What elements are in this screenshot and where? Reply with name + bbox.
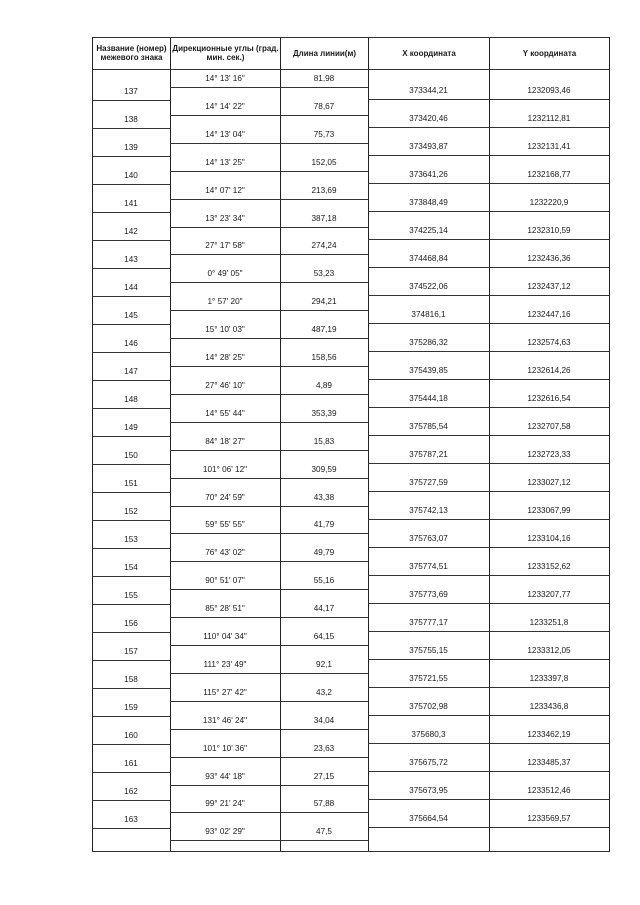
x-coordinate-cell: 375785,54: [409, 422, 448, 431]
row-rule: [92, 632, 170, 633]
line-length-cell: 387,18: [311, 213, 337, 223]
point-name-cell: 142: [124, 227, 138, 236]
row-rule: [92, 296, 170, 297]
y-coordinate-cell: 1232614,26: [527, 366, 571, 375]
row-rule: [170, 422, 368, 423]
row-rule: [170, 561, 368, 562]
row-rule: [368, 379, 609, 380]
line-length-cell: 43,2: [316, 687, 332, 697]
point-name-cell: 137: [124, 87, 138, 96]
point-name-cell: 153: [124, 535, 138, 544]
line-length-cell: 81,98: [313, 74, 335, 83]
point-name-cell: 156: [124, 619, 138, 628]
direction-angle-cell: 14° 13' 25": [205, 157, 245, 167]
x-coordinate-cell: 375777,17: [409, 618, 448, 627]
x-coordinate-cell: 375763,07: [409, 534, 448, 543]
row-rule: [92, 240, 170, 241]
direction-angle-cell: 27° 17' 58": [205, 241, 245, 251]
direction-angle-cell: 93° 44' 18": [205, 771, 245, 781]
point-name-cell: 148: [124, 395, 138, 404]
row-rule: [170, 589, 368, 590]
point-name-cell: 141: [124, 199, 138, 208]
x-coordinate-cell: 374225,14: [409, 226, 448, 235]
row-rule: [368, 323, 609, 324]
row-rule: [368, 743, 609, 744]
point-name-cell: 154: [124, 563, 138, 572]
point-name-cell: 155: [124, 591, 138, 600]
row-rule: [92, 156, 170, 157]
row-rule: [92, 576, 170, 577]
line-length-cell: 44,17: [313, 604, 335, 614]
row-rule: [92, 464, 170, 465]
x-coordinate-cell: 375680,3: [411, 730, 446, 739]
direction-angle-cell: 14° 28' 25": [205, 353, 245, 362]
direction-angle-cell: 85° 28' 51": [205, 604, 245, 614]
direction-angle-cell: 84° 18' 27": [205, 436, 245, 446]
x-coordinate-cell: 373493,87: [409, 142, 448, 151]
row-rule: [170, 840, 368, 841]
header-line-length: Длина линии(м): [292, 48, 357, 58]
table-border-bottom: [92, 851, 609, 852]
line-length-cell: 92,1: [316, 659, 332, 669]
point-name-cell: 147: [124, 367, 138, 376]
row-rule: [368, 407, 609, 408]
line-length-cell: 53,23: [313, 269, 335, 279]
row-rule: [92, 128, 170, 129]
y-coordinate-cell: 1232093,46: [527, 86, 571, 95]
x-coordinate-cell: 375439,85: [409, 366, 448, 375]
x-coordinate-cell: 375787,21: [409, 450, 448, 459]
row-rule: [170, 310, 368, 311]
y-coordinate-cell: 1233067,99: [527, 506, 571, 515]
y-coordinate-cell: 1233512,46: [527, 786, 571, 795]
row-rule: [92, 408, 170, 409]
row-rule: [92, 716, 170, 717]
row-rule: [170, 394, 368, 395]
row-rule: [368, 351, 609, 352]
point-name-cell: 160: [124, 731, 138, 740]
x-coordinate-cell: 375774,51: [409, 562, 448, 571]
point-name-cell: 144: [124, 283, 138, 292]
x-coordinate-cell: 375664,54: [409, 814, 448, 823]
point-name-cell: 145: [124, 311, 138, 320]
direction-angle-cell: 27° 46' 10": [205, 380, 245, 390]
x-coordinate-cell: 373848,49: [409, 198, 448, 207]
direction-angle-cell: 14° 07' 12": [205, 185, 245, 195]
direction-angle-cell: 59° 55' 55": [205, 520, 245, 530]
y-coordinate-cell: 1233104,16: [527, 534, 571, 543]
row-rule: [170, 673, 368, 674]
y-coordinate-cell: 1232168,77: [527, 170, 571, 179]
point-name-cell: 162: [124, 787, 138, 796]
row-rule: [170, 533, 368, 534]
header-x-coordinate: X координата: [402, 48, 456, 58]
row-rule: [170, 338, 368, 339]
row-rule: [368, 183, 609, 184]
row-rule: [368, 519, 609, 520]
row-rule: [170, 143, 368, 144]
line-length-cell: 158,56: [311, 353, 337, 362]
row-rule: [92, 548, 170, 549]
row-rule: [368, 827, 609, 828]
direction-angle-cell: 13° 23' 34": [205, 213, 245, 223]
row-rule: [92, 212, 170, 213]
y-coordinate-cell: 1233312,05: [527, 646, 571, 655]
line-length-cell: 47,5: [316, 827, 332, 837]
direction-angle-cell: 90° 51' 07": [205, 576, 245, 586]
x-coordinate-cell: 373344,21: [409, 86, 448, 95]
direction-angle-cell: 14° 13' 16": [205, 74, 245, 83]
line-length-cell: 78,67: [313, 101, 335, 111]
line-length-cell: 75,73: [313, 129, 335, 139]
row-rule: [170, 506, 368, 507]
row-rule: [368, 491, 609, 492]
line-length-cell: 294,21: [311, 297, 337, 307]
row-rule: [92, 324, 170, 325]
y-coordinate-cell: 1233462,19: [527, 730, 571, 739]
row-rule: [170, 227, 368, 228]
direction-angle-cell: 101° 06' 12": [202, 464, 248, 474]
row-rule: [368, 603, 609, 604]
direction-angle-cell: 99° 21' 24": [205, 799, 245, 809]
row-rule: [368, 239, 609, 240]
y-coordinate-cell: 1232112,81: [527, 114, 571, 123]
row-rule: [368, 267, 609, 268]
point-name-cell: 151: [124, 479, 138, 488]
y-coordinate-cell: 1233251,8: [529, 618, 569, 627]
x-coordinate-cell: 375444,18: [409, 394, 448, 403]
row-rule: [368, 295, 609, 296]
row-rule: [170, 617, 368, 618]
line-length-cell: 309,59: [311, 464, 337, 474]
y-coordinate-cell: 1233152,62: [527, 562, 571, 571]
header-rule: [92, 69, 609, 70]
row-rule: [368, 547, 609, 548]
row-rule: [92, 436, 170, 437]
header-point-name: Название (номер) межевого знака: [96, 44, 167, 62]
direction-angle-cell: 14° 55' 44": [205, 408, 245, 418]
point-name-cell: 149: [124, 423, 138, 432]
row-rule: [92, 380, 170, 381]
row-rule: [170, 282, 368, 283]
row-rule: [368, 715, 609, 716]
line-length-cell: 15,83: [313, 436, 335, 446]
line-length-cell: 43,38: [313, 492, 335, 502]
point-name-cell: 158: [124, 675, 138, 684]
y-coordinate-cell: 1233397,8: [529, 674, 569, 683]
line-length-cell: 152,05: [311, 157, 337, 167]
row-rule: [170, 757, 368, 758]
point-name-cell: 139: [124, 143, 138, 152]
x-coordinate-cell: 375742,13: [409, 506, 448, 515]
direction-angle-cell: 15° 10' 03": [205, 325, 245, 335]
point-name-cell: 143: [124, 255, 138, 264]
x-coordinate-cell: 374522,06: [409, 282, 448, 291]
y-coordinate-cell: 1233027,12: [527, 478, 571, 487]
row-rule: [170, 645, 368, 646]
row-rule: [368, 687, 609, 688]
row-rule: [368, 631, 609, 632]
row-rule: [368, 435, 609, 436]
row-rule: [92, 660, 170, 661]
x-coordinate-cell: 373420,46: [409, 114, 448, 123]
line-length-cell: 213,69: [311, 185, 337, 195]
row-rule: [368, 771, 609, 772]
y-coordinate-cell: 1233569,57: [527, 814, 571, 823]
line-length-cell: 4,89: [316, 380, 332, 390]
row-rule: [368, 127, 609, 128]
line-length-cell: 487,19: [311, 325, 337, 335]
row-rule: [92, 744, 170, 745]
line-length-cell: 55,16: [313, 576, 335, 586]
y-coordinate-cell: 1232574,63: [527, 338, 571, 347]
row-rule: [170, 478, 368, 479]
line-length-cell: 27,15: [313, 771, 335, 781]
point-name-cell: 161: [124, 759, 138, 768]
point-name-cell: 152: [124, 507, 138, 516]
y-coordinate-cell: 1232220,9: [529, 198, 569, 207]
line-length-cell: 49,79: [313, 548, 335, 558]
line-length-cell: 34,04: [313, 715, 335, 725]
row-rule: [368, 799, 609, 800]
y-coordinate-cell: 1232447,16: [527, 310, 571, 319]
x-coordinate-cell: 375673,95: [409, 786, 448, 795]
y-coordinate-cell: 1232616,54: [527, 394, 571, 403]
y-coordinate-cell: 1232436,36: [527, 254, 571, 263]
table-border-right: [609, 37, 610, 852]
row-rule: [170, 729, 368, 730]
point-name-cell: 150: [124, 451, 138, 460]
x-coordinate-cell: 375773,69: [409, 590, 448, 599]
row-rule: [368, 99, 609, 100]
row-rule: [170, 254, 368, 255]
row-rule: [368, 575, 609, 576]
direction-angle-cell: 131° 46' 24": [202, 715, 248, 725]
x-coordinate-cell: 375675,72: [409, 758, 448, 767]
row-rule: [170, 115, 368, 116]
x-coordinate-cell: 375755,15: [409, 646, 448, 655]
y-coordinate-cell: 1232707,58: [527, 422, 571, 431]
line-length-cell: 64,15: [313, 632, 335, 641]
x-coordinate-cell: 373641,26: [409, 170, 448, 179]
x-coordinate-cell: 375286,32: [409, 338, 448, 347]
row-rule: [170, 87, 368, 88]
line-length-cell: 353,39: [311, 408, 337, 418]
line-length-cell: 41,79: [313, 520, 335, 530]
direction-angle-cell: 111° 23' 49": [203, 659, 247, 669]
row-rule: [170, 171, 368, 172]
y-coordinate-cell: 1232437,12: [527, 282, 571, 291]
point-name-cell: 138: [124, 115, 138, 124]
line-length-cell: 57,88: [313, 799, 335, 809]
x-coordinate-cell: 375727,59: [409, 478, 448, 487]
header-y-coordinate: Y координата: [522, 48, 577, 58]
direction-angle-cell: 115° 27' 42": [203, 687, 247, 697]
point-name-cell: 157: [124, 647, 138, 656]
direction-angle-cell: 14° 13' 04": [205, 129, 245, 139]
y-coordinate-cell: 1233436,8: [529, 702, 569, 711]
row-rule: [92, 352, 170, 353]
y-coordinate-cell: 1232310,59: [527, 226, 571, 235]
row-rule: [92, 800, 170, 801]
row-rule: [170, 785, 368, 786]
direction-angle-cell: 93° 02' 29": [205, 827, 245, 837]
row-rule: [92, 828, 170, 829]
y-coordinate-cell: 1232723,33: [527, 450, 571, 459]
direction-angle-cell: 0° 49' 05": [207, 269, 243, 279]
row-rule: [170, 366, 368, 367]
direction-angle-cell: 1° 57' 20": [207, 297, 243, 307]
point-name-cell: 163: [124, 815, 138, 824]
row-rule: [92, 772, 170, 773]
row-rule: [92, 688, 170, 689]
direction-angle-cell: 110° 04' 34": [203, 632, 247, 641]
x-coordinate-cell: 375702,98: [409, 702, 448, 711]
header-direction-angle: Дирекционные углы (град. мин. сек.): [172, 44, 279, 62]
row-rule: [368, 211, 609, 212]
row-rule: [368, 155, 609, 156]
row-rule: [92, 268, 170, 269]
row-rule: [92, 492, 170, 493]
row-rule: [368, 463, 609, 464]
x-coordinate-cell: 375721,55: [409, 674, 448, 683]
row-rule: [170, 812, 368, 813]
y-coordinate-cell: 1233485,37: [527, 758, 571, 767]
x-coordinate-cell: 374816,1: [411, 310, 446, 319]
x-coordinate-cell: 374468,84: [409, 254, 448, 263]
direction-angle-cell: 76° 43' 02": [205, 548, 245, 558]
row-rule: [92, 184, 170, 185]
point-name-cell: 159: [124, 703, 138, 712]
line-length-cell: 274,24: [311, 241, 337, 251]
y-coordinate-cell: 1233207,77: [527, 590, 571, 599]
row-rule: [170, 701, 368, 702]
row-rule: [92, 100, 170, 101]
row-rule: [170, 450, 368, 451]
direction-angle-cell: 101° 10' 36": [202, 743, 248, 753]
line-length-cell: 23,63: [313, 743, 335, 753]
direction-angle-cell: 14° 14' 22": [205, 101, 245, 111]
point-name-cell: 146: [124, 339, 138, 348]
row-rule: [368, 659, 609, 660]
row-rule: [92, 604, 170, 605]
point-name-cell: 140: [124, 171, 138, 180]
y-coordinate-cell: 1232131,41: [527, 142, 571, 151]
row-rule: [170, 199, 368, 200]
direction-angle-cell: 70° 24' 59": [205, 492, 245, 502]
row-rule: [92, 520, 170, 521]
